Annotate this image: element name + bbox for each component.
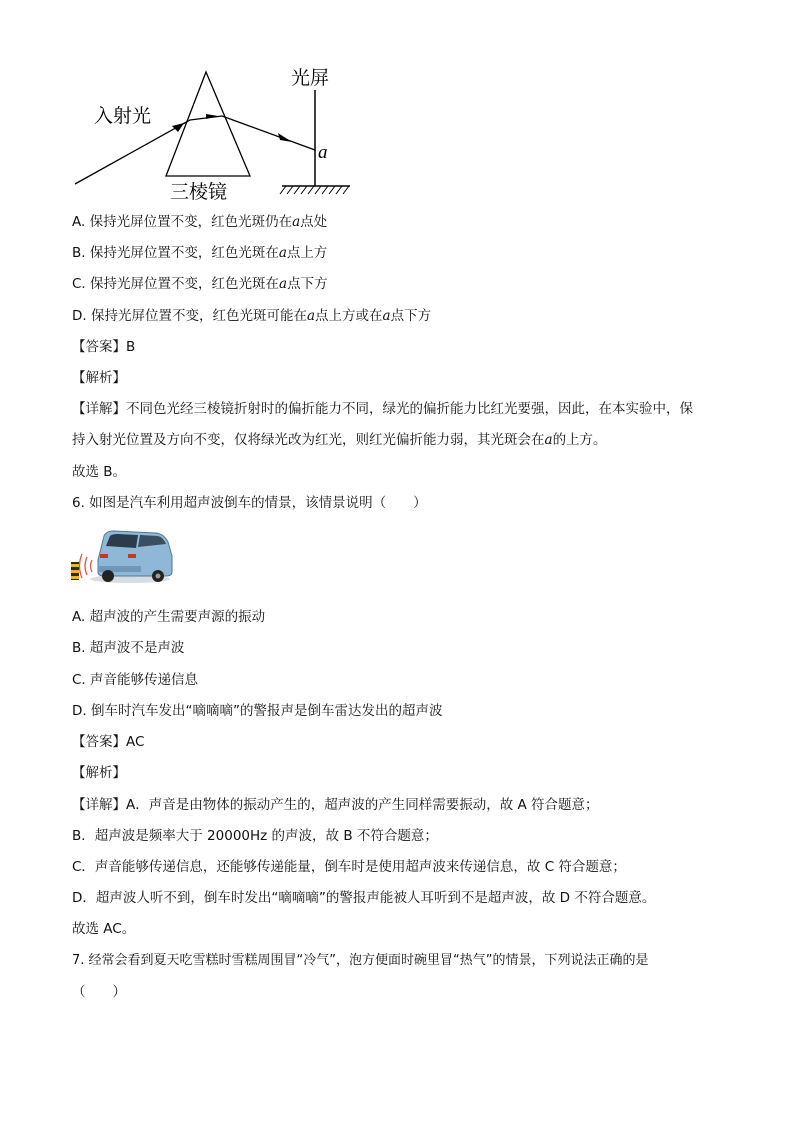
car-hubcap	[156, 574, 161, 579]
q6-detail-line-1: 【详解】A．声音是由物体的振动产生的，超声波的产生同样需要振动，故 A 符合题意；	[72, 797, 599, 813]
q7-question-line-1: 7. 经常会看到夏天吃雪糕时雪糕周围冒“冷气”，泡方便面时碗里冒“热气”的情景，下列说法正确的是	[72, 953, 649, 968]
incident-label: 入射光	[94, 106, 152, 127]
q6-detail-line-4: D．超声波人听不到，倒车时发出“嘀嘀嘀”的警报声能被人耳听到不是超声波，故 D 不符合题意。	[72, 890, 656, 906]
ultrasonic-wave-icon	[80, 554, 93, 578]
q6-option-b: B. 超声波不是声波	[72, 640, 185, 656]
q5-conclusion: 故选 B。	[72, 464, 127, 480]
q7-question-line-2: （ ）	[72, 984, 126, 1000]
q5-analysis-label: 【解析】	[72, 370, 126, 386]
q6-option-a: A. 超声波的产生需要声源的振动	[72, 609, 266, 625]
ground-hatch	[280, 186, 349, 194]
screen-label: 光屏	[291, 68, 330, 89]
prism-triangle	[166, 72, 250, 176]
incident-arrow	[172, 123, 184, 132]
q5-detail-line-2: 持入射光位置及方向不变，仅将绿光改为红光，则红光偏折能力弱，其光斑会在a的上方。	[72, 432, 607, 448]
q5-option-b: B. 保持光屏位置不变，红色光斑在a点上方	[72, 245, 328, 261]
obstacle-post-icon	[71, 562, 79, 580]
q6-analysis-label: 【解析】	[72, 765, 126, 781]
q5-option-a: A. 保持光屏位置不变，红色光斑仍在a点处	[72, 214, 328, 230]
car-taillight-right	[128, 554, 136, 558]
car-rear-window	[106, 534, 138, 548]
prism-label: 三棱镜	[170, 182, 228, 200]
car-reversing-image	[68, 526, 174, 586]
q6-option-d: D. 倒车时汽车发出“嘀嘀嘀”的警报声是倒车雷达发出的超声波	[72, 703, 443, 719]
q6-question: 6. 如图是汽车利用超声波倒车的情景，该情景说明（ ）	[72, 495, 427, 511]
q6-option-c: C. 声音能够传递信息	[72, 672, 199, 688]
q5-answer: 【答案】B	[72, 339, 136, 355]
car-taillight	[100, 554, 108, 558]
q5-detail-line-1: 【详解】不同色光经三棱镜折射时的偏折能力不同，绿光的偏折能力比红光要强，因此，在本实验中，保	[72, 401, 693, 417]
car-wheel-rear	[102, 570, 114, 582]
q5-option-d: D. 保持光屏位置不变，红色光斑可能在a点上方或在a点下方	[72, 308, 432, 324]
q6-detail-line-3: C．声音能够传递信息，还能够传递能量，倒车时是使用超声波来传递信息，故 C 符合题意；	[72, 859, 626, 875]
q6-detail-line-2: B．超声波是频率大于 20000Hz 的声波，故 B 不符合题意；	[72, 828, 438, 844]
emergent-ray	[222, 116, 315, 150]
incident-ray	[75, 120, 190, 184]
point-a-label: a	[318, 142, 328, 163]
q6-conclusion: 故选 AC。	[72, 921, 136, 937]
prism-diagram	[60, 60, 370, 200]
q6-answer: 【答案】AC	[72, 734, 145, 750]
q5-option-c: C. 保持光屏位置不变，红色光斑在a点下方	[72, 276, 328, 292]
